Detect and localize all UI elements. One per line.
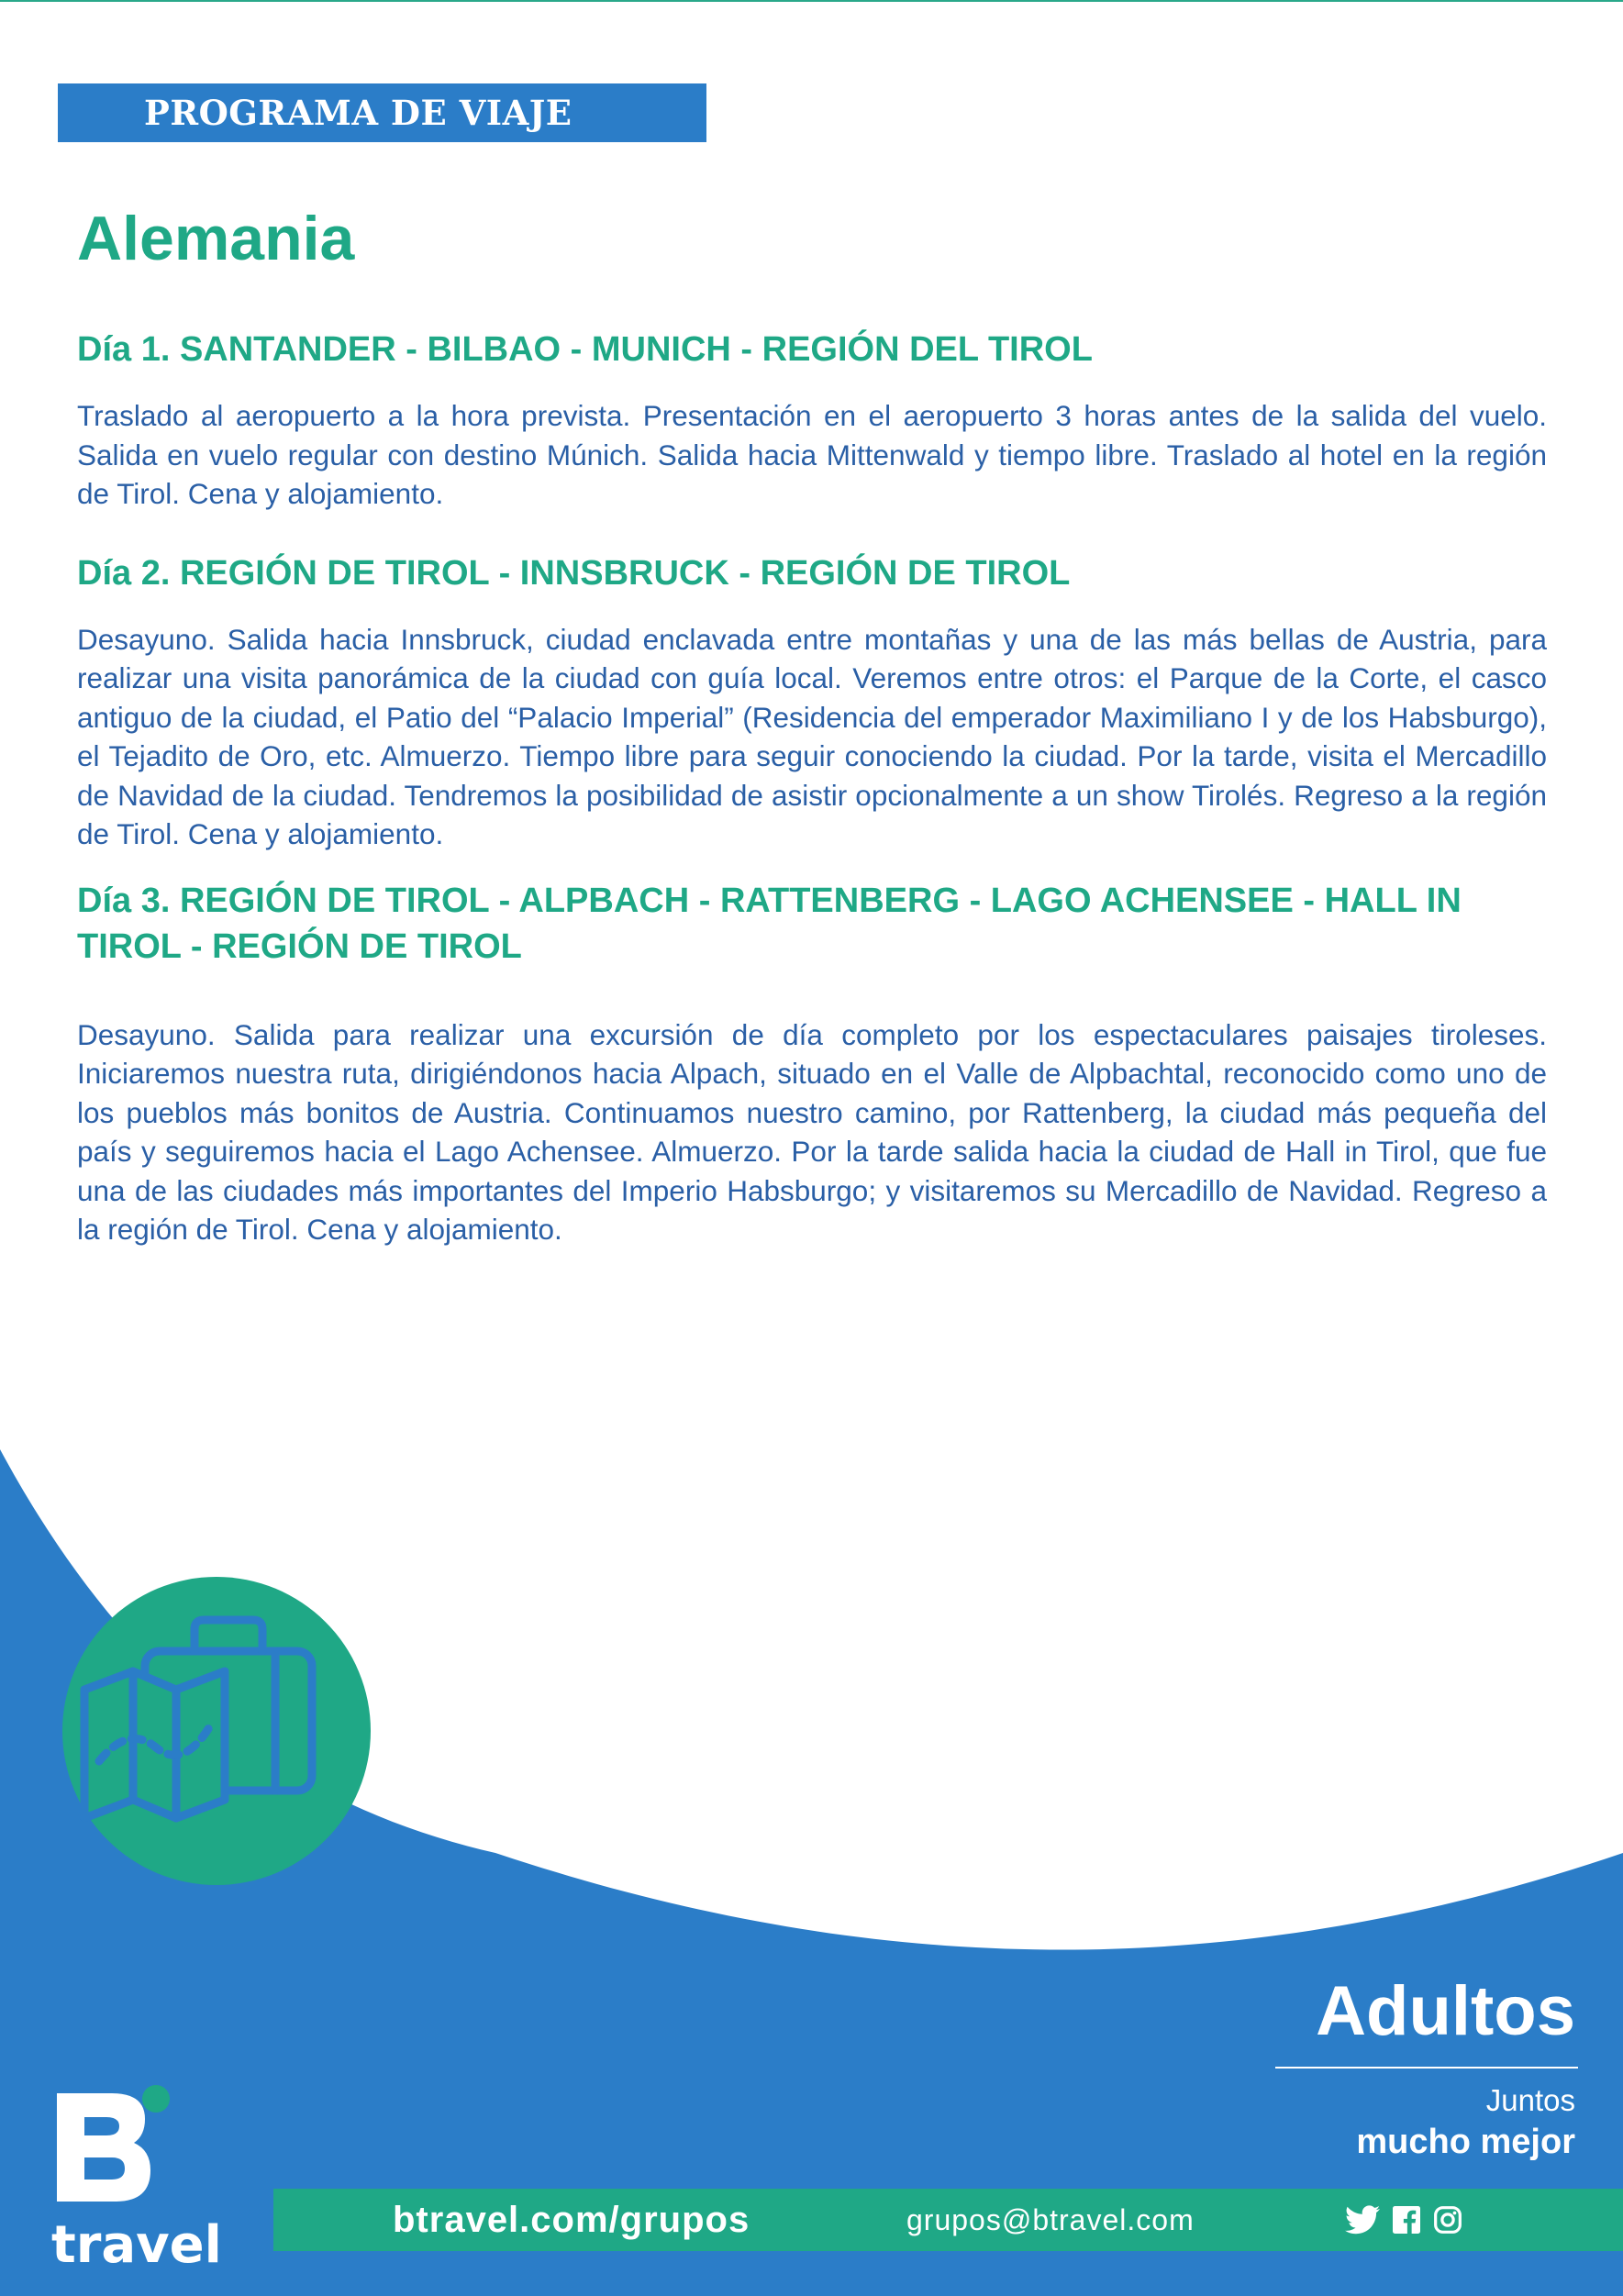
itinerary	[77, 327, 1547, 1249]
category-label: Adultos	[1316, 1972, 1575, 2050]
program-banner: PROGRAMA DE VIAJE	[58, 83, 706, 142]
day-3-text: Desayuno. Salida para realizar una excursión de día completo por los espectaculares paisajes tiroleses. Iniciaremos nuestra ruta, dirigiéndonos hacia Alpach, situado en el Valle de Alpbachtal, reconocido como uno de los pueblos más bonitos de Austria. Continuamos nuestro camino, por Rattenberg, la ciudad más pequeña del país y seguiremos hacia el Lago Achensee. Almuerzo. Por la tarde salida hacia la ciudad de Hall in Tirol, que fue una de las ciudades más importantes del Imperio Habsburgo; y visitaremos su Mercadillo de Navidad. Regreso a la región de Tirol. Cena y alojamiento.	[77, 1017, 1547, 1246]
day-3-heading: Día 3. REGIÓN DE TIROL - ALPBACH - RATTENBERG - LAGO ACHENSEE - HALL IN TIROL - REGIÓN DE TIROL	[77, 881, 1462, 966]
day-1-heading: Día 1. SANTANDER - BILBAO - MUNICH - REGIÓN DEL TIROL	[77, 330, 1093, 369]
category-divider	[1275, 2067, 1578, 2069]
website-link[interactable]: btravel.com/grupos	[393, 2200, 750, 2240]
logo-wordmark: travel	[51, 2215, 222, 2275]
footer-wave	[0, 1449, 1623, 2296]
day-2-heading: Día 2. REGIÓN DE TIROL - INNSBRUCK - REGIÓN DE TIROL	[77, 553, 1071, 593]
twitter-icon[interactable]	[1345, 2205, 1380, 2235]
day-2-text: Desayuno. Salida hacia Innsbruck, ciudad enclavada entre montañas y una de las más bellas de Austria, para realizar una visita panorámica de la ciudad con guía local. Veremos entre otros: el Parque de la Corte, el casco antiguo de la ciudad, el Patio del “Palacio Imperial” (Residencia del emperador Maximiliano I y de los Habsburgo), el Tejadito de Oro, etc. Almuerzo. Tiempo libre para seguir conociendo la ciudad. Por la tarde, visita el Mercadillo de Navidad de la ciudad. Tendremos la posibilidad de asistir opcionalmente a un show Tirolés. Regreso a la región de Tirol. Cena y alojamiento.	[77, 622, 1547, 850]
footer-contact-bar	[273, 2189, 1623, 2251]
btravel-logo	[48, 2082, 231, 2275]
slogan-line-2: mucho mejor	[1356, 2123, 1575, 2161]
email-link[interactable]: grupos@btravel.com	[906, 2203, 1195, 2236]
slogan-line-1: Juntos	[1485, 2083, 1575, 2117]
instagram-icon[interactable]	[1433, 2205, 1462, 2235]
social-icons	[1345, 2203, 1462, 2236]
top-rule	[0, 0, 1623, 2]
page-title: Alemania	[77, 204, 355, 273]
day-1-text: Traslado al aeropuerto a la hora prevista. Presentación en el aeropuerto 3 horas antes de la salida del vuelo. Salida en vuelo regular con destino Múnich. Salida hacia Mittenwald y tiempo libre. Traslado al hotel en la región de Tirol. Cena y alojamiento.	[77, 399, 1547, 510]
suitcase-map-icon	[62, 1577, 371, 1885]
facebook-icon[interactable]	[1393, 2206, 1420, 2234]
